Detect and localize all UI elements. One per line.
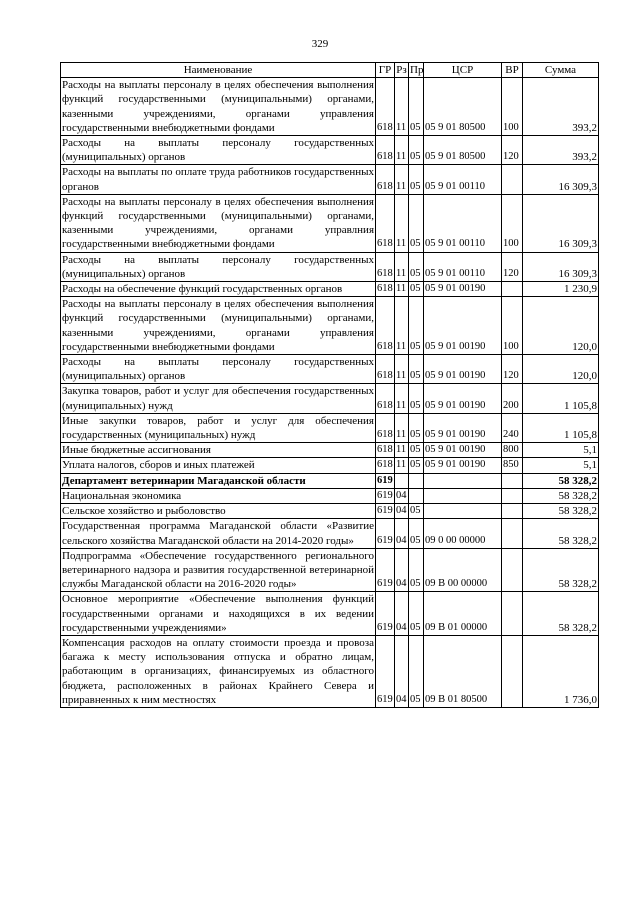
cell-vr: 200 — [502, 384, 523, 413]
cell-pr: 05 — [409, 458, 424, 473]
cell-rz: 11 — [395, 458, 409, 473]
cell-rz: 11 — [395, 413, 409, 442]
cell-vr — [502, 592, 523, 636]
cell-name: Национальная экономика — [61, 488, 376, 503]
cell-sum: 1 230,9 — [523, 282, 599, 297]
cell-vr — [502, 282, 523, 297]
table-row — [61, 488, 599, 503]
cell-vr: 850 — [502, 458, 523, 473]
header-csr: ЦСР — [424, 63, 502, 78]
cell-sum: 58 328,2 — [523, 592, 599, 636]
cell-name: Сельское хозяйство и рыболовство — [61, 504, 376, 519]
cell-gr: 618 — [376, 413, 395, 442]
cell-rz — [395, 473, 409, 488]
cell-rz: 11 — [395, 136, 409, 165]
cell-vr — [502, 504, 523, 519]
table-row — [61, 635, 599, 707]
cell-name: Расходы на выплаты персоналу государственных (муниципальных) органов — [62, 137, 374, 164]
cell-name: Компенсация расходов на оплату стоимости проезда и провоза багажа к месту использования отпуска и обратно лицам, работающим в организациях, финансируемых из областного бюджета, расположенных в районах Крайнего Севера и приравненных к ним местностях — [62, 636, 374, 706]
cell-gr: 618 — [376, 458, 395, 473]
cell-gr: 619 — [376, 473, 395, 488]
cell-pr: 05 — [409, 443, 424, 458]
cell-gr: 619 — [376, 519, 395, 548]
cell-name: Подпрограмма «Обеспечение государственного регионального ветеринарного надзора и развития государственной ветеринарной службы Магаданской области на 2016-2020 годы» — [62, 549, 374, 591]
cell-rz: 11 — [395, 78, 409, 136]
cell-vr — [502, 473, 523, 488]
cell-pr: 05 — [409, 282, 424, 297]
table-row — [61, 504, 599, 519]
cell-vr — [502, 488, 523, 503]
cell-csr: 05 9 01 00190 — [424, 297, 502, 355]
cell-pr: 05 — [409, 136, 424, 165]
budget-table — [60, 62, 599, 708]
cell-vr — [502, 548, 523, 592]
cell-gr: 618 — [376, 384, 395, 413]
cell-gr: 618 — [376, 297, 395, 355]
table-row — [61, 413, 599, 442]
cell-gr: 619 — [376, 548, 395, 592]
cell-rz: 11 — [395, 443, 409, 458]
cell-vr — [502, 635, 523, 707]
cell-gr: 618 — [376, 252, 395, 281]
cell-pr: 05 — [409, 504, 424, 519]
cell-pr: 05 — [409, 519, 424, 548]
cell-csr: 05 9 01 00110 — [424, 165, 502, 194]
cell-gr: 618 — [376, 282, 395, 297]
table-row — [61, 384, 599, 413]
cell-gr: 618 — [376, 165, 395, 194]
cell-name: Расходы на выплаты персоналу государственных (муниципальных) органов — [62, 356, 374, 383]
cell-sum: 120,0 — [523, 355, 599, 384]
cell-gr: 619 — [376, 488, 395, 503]
cell-csr — [424, 473, 502, 488]
cell-pr: 05 — [409, 384, 424, 413]
cell-name: Иные закупки товаров, работ и услуг для обеспечения государственных (муниципальных) нужд — [62, 414, 374, 442]
table-row — [61, 548, 599, 592]
cell-name: Расходы на выплаты персоналу в целях обеспечения выполнения функций государственными (муниципальными) органами, казенными учреждениями, органами управлния государственными внебюджетными фондами — [62, 195, 374, 251]
cell-vr: 120 — [502, 252, 523, 281]
cell-rz: 04 — [395, 635, 409, 707]
page-number: 329 — [311, 38, 329, 50]
cell-name: Расходы на выплаты персоналу в целях обеспечения выполнения функций государственными (муниципальными) органами, казенными учреждениями, органами управления государственными внебюджетными фондами — [62, 79, 374, 134]
cell-pr: 05 — [409, 355, 424, 384]
cell-name: Расходы на выплаты по оплате труда работников государственных органов — [62, 166, 374, 193]
table-row — [61, 194, 599, 252]
cell-csr: 09 В 01 80500 — [424, 635, 502, 707]
table-row — [61, 252, 599, 281]
cell-gr: 618 — [376, 443, 395, 458]
header-name: Наименование — [61, 63, 376, 78]
cell-sum: 1 736,0 — [523, 635, 599, 707]
cell-csr: 05 9 01 00110 — [424, 194, 502, 252]
cell-name: Департамент ветеринарии Магаданской области — [61, 473, 376, 488]
header-rz: Рз — [396, 64, 407, 76]
cell-sum: 393,2 — [523, 78, 599, 136]
cell-csr: 05 9 01 00190 — [424, 355, 502, 384]
table-header-row — [61, 63, 599, 78]
cell-rz: 11 — [395, 355, 409, 384]
cell-csr — [424, 504, 502, 519]
cell-csr: 05 9 01 00190 — [424, 282, 502, 297]
cell-name: Иные бюджетные ассигнования — [61, 443, 376, 458]
cell-sum: 58 328,2 — [523, 488, 599, 503]
cell-vr: 100 — [502, 78, 523, 136]
cell-csr: 05 9 01 00190 — [424, 384, 502, 413]
cell-name: Закупка товаров, работ и услуг для обеспечения государственных (муниципальных) нужд — [62, 385, 374, 412]
cell-pr: 05 — [409, 194, 424, 252]
cell-rz: 11 — [395, 384, 409, 413]
cell-rz: 11 — [395, 282, 409, 297]
table-row — [61, 458, 599, 473]
cell-sum: 16 309,3 — [523, 252, 599, 281]
cell-rz: 04 — [395, 592, 409, 636]
cell-pr: 05 — [409, 592, 424, 636]
table-row — [61, 355, 599, 384]
cell-rz: 11 — [395, 297, 409, 355]
cell-pr: 05 — [409, 413, 424, 442]
cell-name: Расходы на выплаты персоналу в целях обеспечения выполнения функций государственными (муниципальными) органами, казенными учреждениями, органами управления государственными внебюджетными фондами — [62, 298, 374, 353]
cell-vr — [502, 165, 523, 194]
cell-vr: 240 — [502, 413, 523, 442]
cell-gr: 619 — [376, 635, 395, 707]
cell-vr: 100 — [502, 194, 523, 252]
cell-sum: 16 309,3 — [523, 194, 599, 252]
header-gr: ГР — [376, 63, 395, 78]
cell-rz: 04 — [395, 548, 409, 592]
cell-csr: 05 9 01 00190 — [424, 443, 502, 458]
table-row — [61, 443, 599, 458]
cell-name: Расходы на обеспечение функций государственных органов — [61, 282, 376, 297]
cell-gr: 618 — [376, 136, 395, 165]
cell-vr: 120 — [502, 355, 523, 384]
cell-pr: 05 — [409, 252, 424, 281]
cell-sum: 393,2 — [523, 136, 599, 165]
cell-name: Расходы на выплаты персоналу государственных (муниципальных) органов — [62, 253, 374, 280]
table-row — [61, 136, 599, 165]
cell-name: Уплата налогов, сборов и иных платежей — [61, 458, 376, 473]
cell-sum: 58 328,2 — [523, 519, 599, 548]
cell-csr: 09 В 00 00000 — [424, 548, 502, 592]
table-row — [61, 297, 599, 355]
cell-sum: 120,0 — [523, 297, 599, 355]
table-row — [61, 282, 599, 297]
cell-rz: 11 — [395, 194, 409, 252]
cell-pr: 05 — [409, 548, 424, 592]
cell-vr: 100 — [502, 297, 523, 355]
cell-csr: 05 9 01 00110 — [424, 252, 502, 281]
cell-csr: 09 0 00 00000 — [424, 519, 502, 548]
cell-sum: 58 328,2 — [523, 473, 599, 488]
cell-pr: 05 — [409, 635, 424, 707]
cell-rz: 04 — [395, 519, 409, 548]
cell-sum: 16 309,3 — [523, 165, 599, 194]
cell-gr: 619 — [376, 504, 395, 519]
cell-pr — [409, 473, 424, 488]
cell-sum: 58 328,2 — [523, 548, 599, 592]
cell-rz: 04 — [395, 488, 409, 503]
cell-vr — [502, 519, 523, 548]
table-row — [61, 473, 599, 488]
cell-sum: 58 328,2 — [523, 504, 599, 519]
cell-name: Основное мероприятие «Обеспечение выполнения функций государственными органами и находящихся в их ведении государственными учреждениями» — [62, 593, 374, 634]
cell-vr: 800 — [502, 443, 523, 458]
cell-pr: 05 — [409, 165, 424, 194]
cell-sum: 1 105,8 — [523, 413, 599, 442]
table-row — [61, 165, 599, 194]
table-row — [61, 78, 599, 136]
cell-gr: 618 — [376, 78, 395, 136]
cell-pr — [409, 488, 424, 503]
cell-gr: 618 — [376, 194, 395, 252]
cell-csr: 05 9 01 00190 — [424, 413, 502, 442]
header-pr: Пр — [410, 64, 424, 76]
cell-rz: 11 — [395, 252, 409, 281]
cell-name: Государственная программа Магаданской области «Развитие сельского хозяйства Магаданской области на 2014-2020 годы» — [62, 520, 374, 547]
cell-csr: 05 9 01 00190 — [424, 458, 502, 473]
header-vr: ВР — [502, 63, 523, 78]
cell-pr: 05 — [409, 78, 424, 136]
cell-gr: 619 — [376, 592, 395, 636]
cell-vr: 120 — [502, 136, 523, 165]
cell-rz: 11 — [395, 165, 409, 194]
cell-sum: 5,1 — [523, 443, 599, 458]
cell-pr: 05 — [409, 297, 424, 355]
table-body — [61, 78, 599, 708]
table-row — [61, 592, 599, 636]
cell-gr: 618 — [376, 355, 395, 384]
cell-csr: 05 9 01 80500 — [424, 78, 502, 136]
header-sum: Сумма — [523, 63, 599, 78]
cell-csr — [424, 488, 502, 503]
cell-sum: 5,1 — [523, 458, 599, 473]
cell-rz: 04 — [395, 504, 409, 519]
cell-sum: 1 105,8 — [523, 384, 599, 413]
cell-csr: 05 9 01 80500 — [424, 136, 502, 165]
table-row — [61, 519, 599, 548]
cell-csr: 09 В 01 00000 — [424, 592, 502, 636]
